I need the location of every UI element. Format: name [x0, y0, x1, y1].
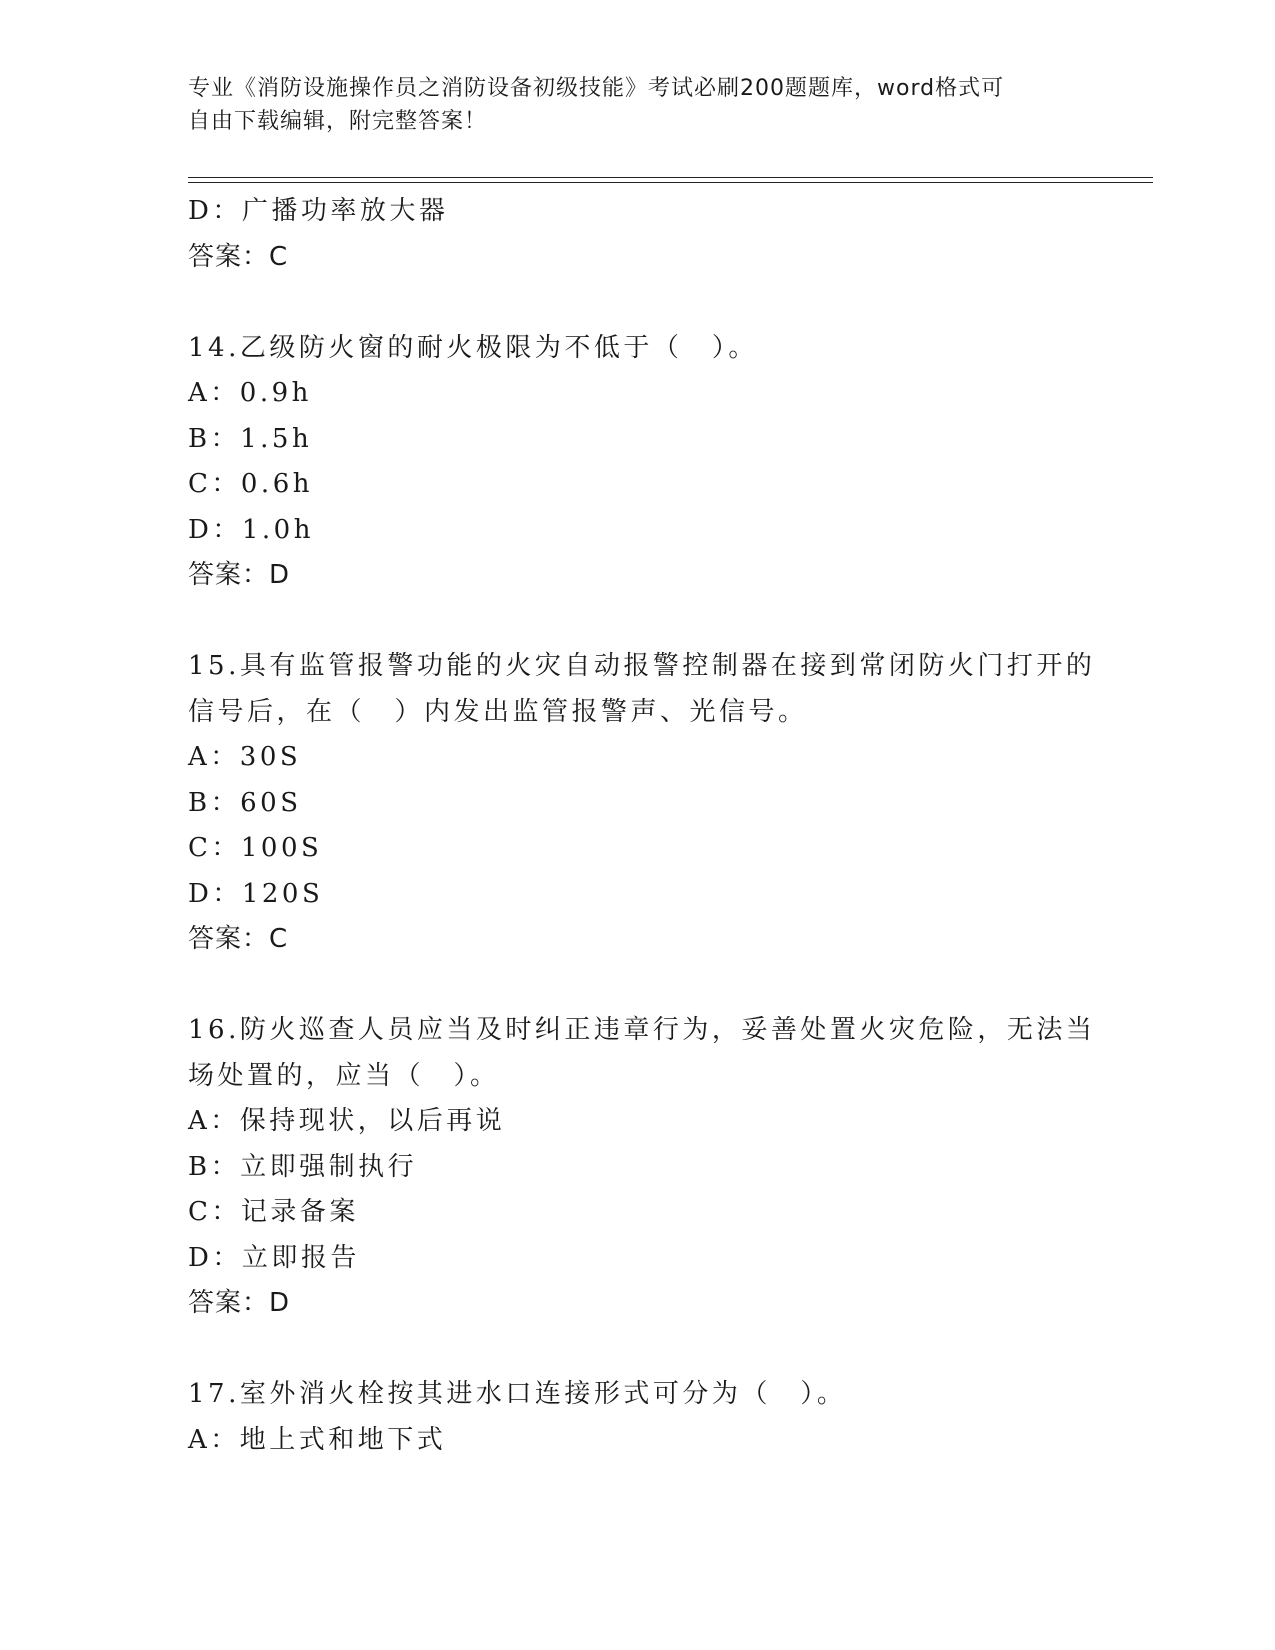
question-stem: 14.乙级防火窗的耐火极限为不低于（ ）。	[188, 332, 758, 363]
question-list	[188, 189, 1108, 1463]
question-stem-continued: 场处置的，应当（ ）。	[188, 1060, 500, 1091]
document-header	[188, 72, 1088, 138]
option-a: A：30S	[188, 742, 302, 772]
answer: 答案：D	[188, 1288, 291, 1318]
option-b: B：1.5h	[188, 423, 313, 454]
question-stem: 17.室外消火栓按其进水口连接形式可分为（ ）。	[188, 1379, 847, 1409]
option-b: B：立即强制执行	[188, 1151, 418, 1182]
question-15	[188, 644, 1108, 963]
question-gap	[188, 280, 1108, 326]
question-16	[188, 1008, 1108, 1327]
option-c: C：记录备案	[188, 1197, 359, 1227]
option-d: D：120S	[188, 878, 324, 909]
question-gap	[188, 599, 1108, 645]
option-a: A：保持现状，以后再说	[188, 1106, 506, 1136]
header-divider-top	[188, 177, 1153, 178]
option-c: C：100S	[188, 833, 323, 863]
option-a: A：地上式和地下式	[188, 1424, 447, 1455]
question-gap	[188, 1327, 1108, 1373]
previous-option-d: D：广播功率放大器	[188, 196, 449, 226]
header-title-line-2: 自由下载编辑，附完整答案！	[188, 109, 488, 134]
question-gap	[188, 963, 1108, 1009]
question-stem: 16.防火巡查人员应当及时纠正违章行为，妥善处置火灾危险，无法当	[188, 1015, 1096, 1045]
answer: 答案：C	[188, 924, 289, 954]
question-stem-continued: 信号后，在（ ）内发出监管报警声、光信号。	[188, 696, 808, 727]
previous-answer: 答案：C	[188, 241, 289, 272]
option-a: A：0.9h	[188, 378, 312, 408]
question-stem: 15.具有监管报警功能的火灾自动报警控制器在接到常闭防火门打开的	[188, 651, 1096, 681]
question-14	[188, 326, 1108, 599]
option-d: D：1.0h	[188, 514, 314, 545]
option-c: C：0.6h	[188, 469, 313, 499]
header-title-line-1: 专业《消防设施操作员之消防设备初级技能》考试必刷200题题库，word格式可	[188, 76, 1005, 101]
question-17	[188, 1372, 1108, 1463]
option-b: B：60S	[188, 787, 302, 818]
option-d: D：立即报告	[188, 1242, 360, 1273]
header-divider-bottom	[188, 182, 1153, 183]
answer: 答案：D	[188, 560, 291, 590]
